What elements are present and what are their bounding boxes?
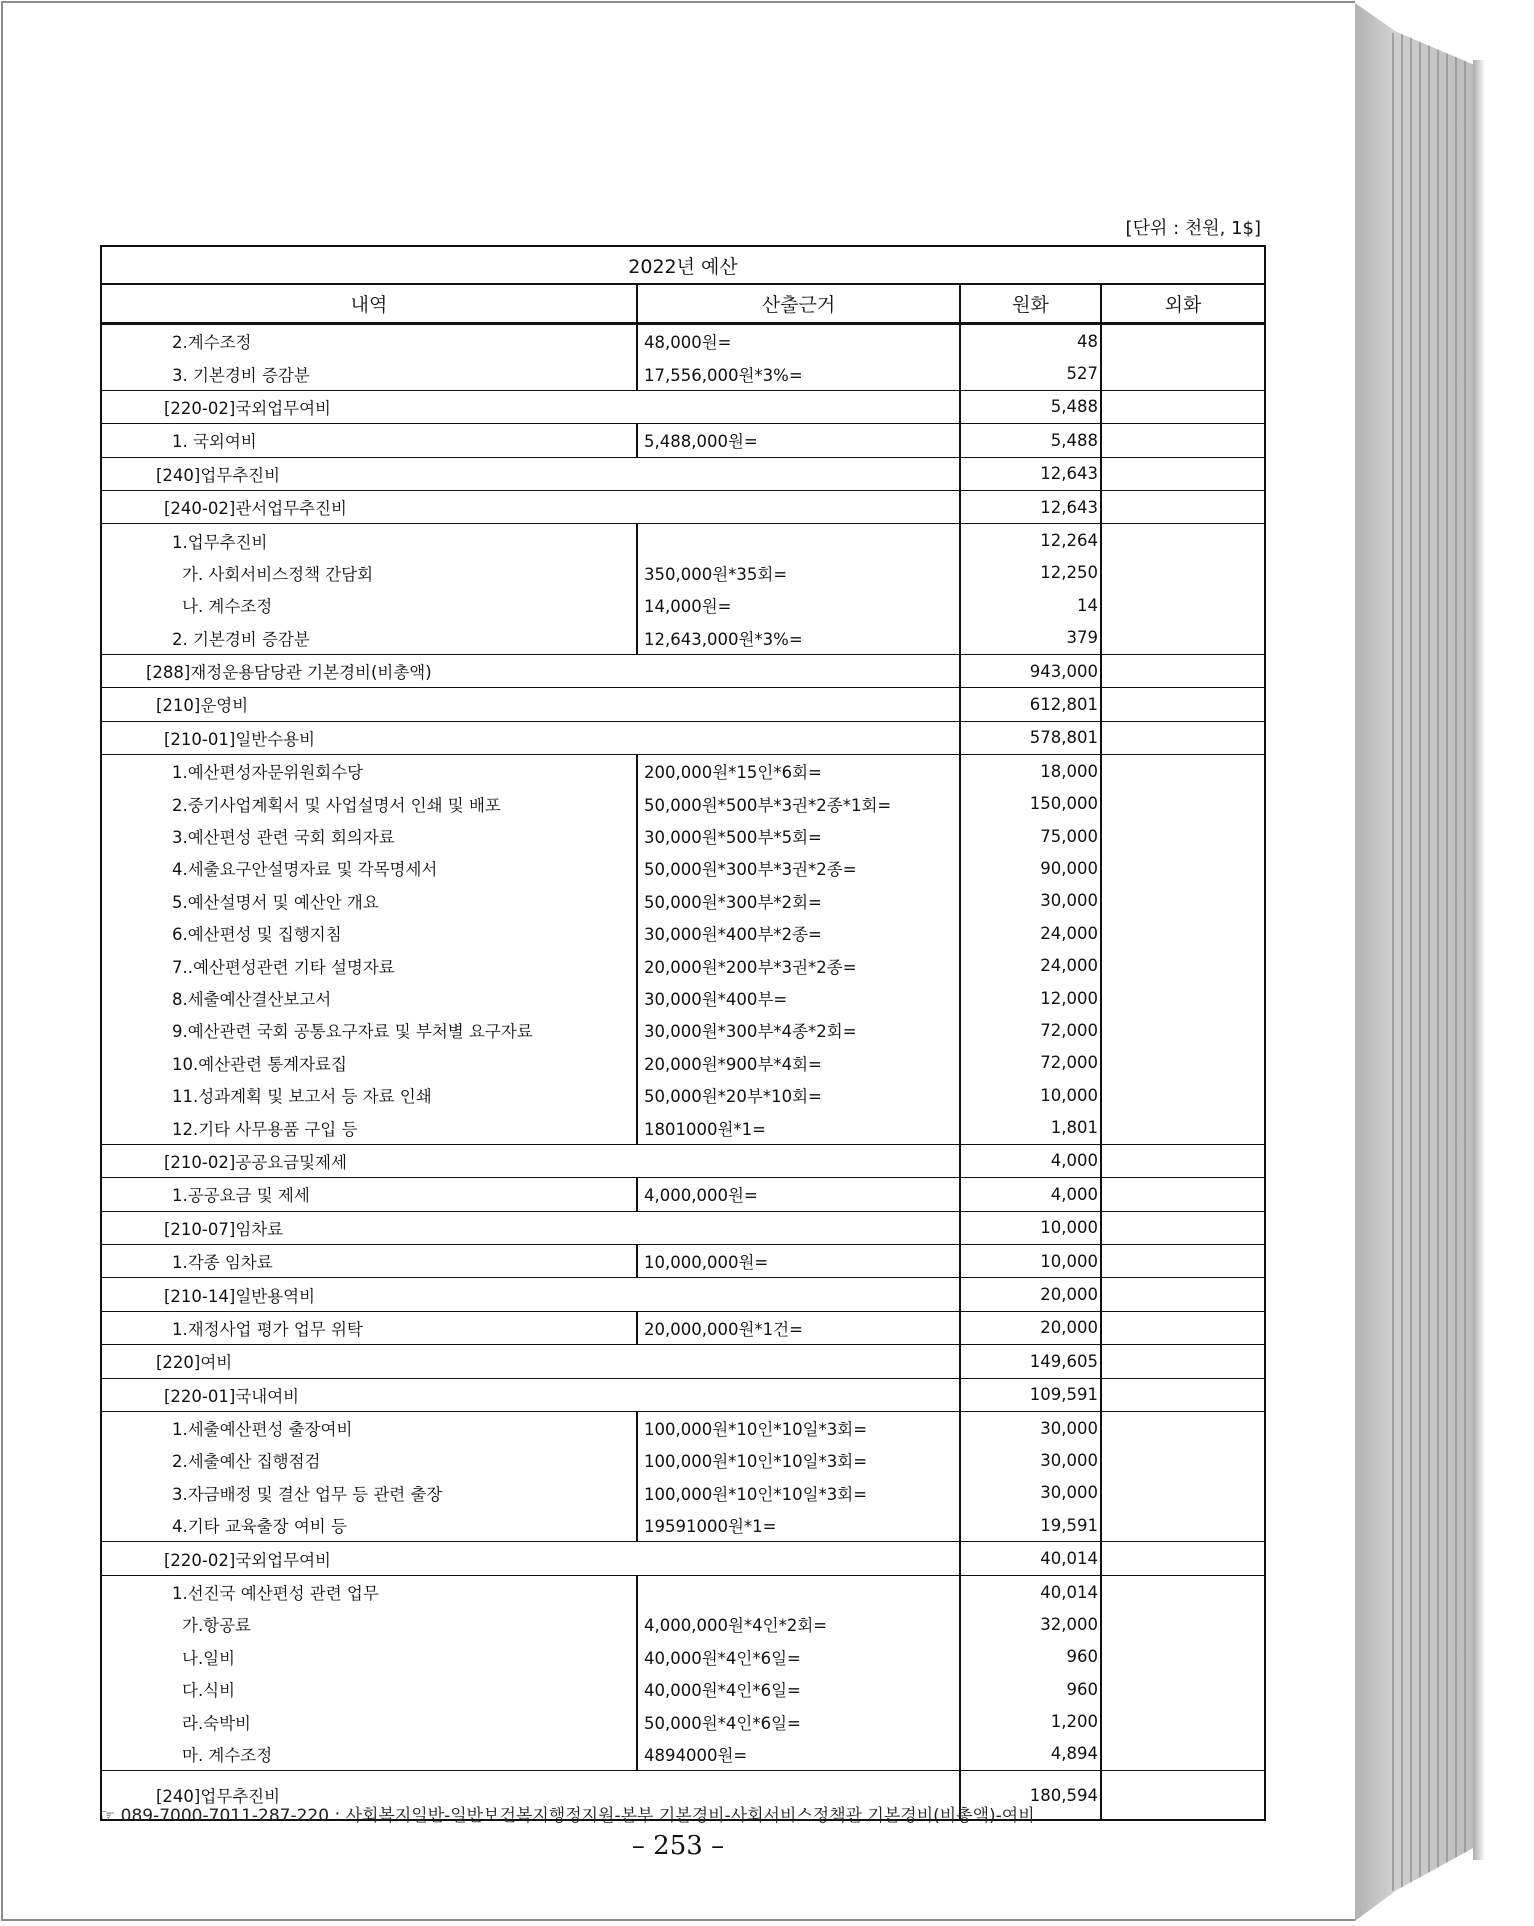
row-description: [220-02]국외업무여비: [101, 1542, 960, 1575]
row-basis: [637, 1575, 960, 1608]
row-description: 2.중기사업계획서 및 사업설명서 인쇄 및 배포: [101, 787, 637, 819]
row-basis: 20,000원*900부*4회=: [637, 1047, 960, 1079]
row-won: 10,000: [960, 1211, 1101, 1244]
row-won: 1,801: [960, 1111, 1101, 1144]
row-foreign: [1101, 1047, 1265, 1079]
row-description: 마. 계수조정: [101, 1738, 637, 1771]
table-row: [101, 1477, 1265, 1509]
row-description: [220]여비: [101, 1345, 960, 1378]
col-header-won: 원화: [960, 284, 1101, 324]
row-basis: 4,000,000원*4인*2회=: [637, 1608, 960, 1640]
row-description: [220-02]국외업무여비: [101, 390, 960, 423]
row-won: 72,000: [960, 1014, 1101, 1046]
row-description: 3.예산편성 관련 국회 회의자료: [101, 820, 637, 852]
row-basis: 20,000,000원*1건=: [637, 1311, 960, 1344]
table-row: [101, 1244, 1265, 1277]
row-foreign: [1101, 1311, 1265, 1344]
row-foreign: [1101, 557, 1265, 589]
row-foreign: [1101, 524, 1265, 557]
row-won: 379: [960, 622, 1101, 655]
row-description: 다.식비: [101, 1673, 637, 1705]
row-won: 12,643: [960, 457, 1101, 490]
row-description: 12.기타 사무용품 구입 등: [101, 1111, 637, 1144]
table-row: [101, 1738, 1265, 1771]
row-basis: 50,000원*20부*10회=: [637, 1079, 960, 1111]
table-row: [101, 357, 1265, 390]
table-row: [101, 820, 1265, 852]
row-basis: 19591000원*1=: [637, 1509, 960, 1542]
row-foreign: [1101, 1144, 1265, 1177]
row-description: 가.항공료: [101, 1608, 637, 1640]
row-description: 3.자금배정 및 결산 업무 등 관련 출장: [101, 1477, 637, 1509]
table-row: [101, 852, 1265, 884]
row-foreign: [1101, 1444, 1265, 1476]
row-basis: 30,000원*500부*5회=: [637, 820, 960, 852]
table-row: [101, 688, 1265, 721]
col-header-basis: 산출근거: [637, 284, 960, 324]
row-foreign: [1101, 622, 1265, 655]
table-body: [101, 324, 1265, 1821]
table-row: [101, 1144, 1265, 1177]
row-description: [240]업무추진비: [101, 1771, 960, 1821]
row-foreign: [1101, 1477, 1265, 1509]
row-basis: 4,000,000원=: [637, 1178, 960, 1211]
table-row: [101, 1047, 1265, 1079]
row-foreign: [1101, 1738, 1265, 1771]
row-basis: 48,000원=: [637, 324, 960, 358]
row-won: 109,591: [960, 1378, 1101, 1411]
row-basis: 12,643,000원*3%=: [637, 622, 960, 655]
table-row: [101, 949, 1265, 981]
row-foreign: [1101, 755, 1265, 788]
row-won: 32,000: [960, 1608, 1101, 1640]
table-row: [101, 982, 1265, 1014]
row-won: 40,014: [960, 1575, 1101, 1608]
row-won: 960: [960, 1641, 1101, 1673]
table-row: [101, 1608, 1265, 1640]
row-foreign: [1101, 1111, 1265, 1144]
row-description: 7..예산편성관련 기타 설명자료: [101, 949, 637, 981]
row-won: 12,264: [960, 524, 1101, 557]
row-foreign: [1101, 424, 1265, 457]
row-description: 5.예산설명서 및 예산안 개요: [101, 885, 637, 917]
row-foreign: [1101, 1345, 1265, 1378]
row-foreign: [1101, 949, 1265, 981]
row-won: 30,000: [960, 1477, 1101, 1509]
table-row: [101, 1378, 1265, 1411]
row-basis: 20,000원*200부*3권*2종=: [637, 949, 960, 981]
row-basis: 200,000원*15인*6회=: [637, 755, 960, 788]
table-row: [101, 1178, 1265, 1211]
row-won: 5,488: [960, 390, 1101, 423]
row-basis: 50,000원*4인*6일=: [637, 1705, 960, 1737]
table-row: [101, 1444, 1265, 1476]
row-description: 2. 기본경비 증감분: [101, 622, 637, 655]
table-row: [101, 1311, 1265, 1344]
row-foreign: [1101, 1542, 1265, 1575]
row-won: 4,894: [960, 1738, 1101, 1771]
row-foreign: [1101, 1641, 1265, 1673]
row-description: 나.일비: [101, 1641, 637, 1673]
row-foreign: [1101, 357, 1265, 390]
table-row: [101, 1509, 1265, 1542]
row-foreign: [1101, 1079, 1265, 1111]
row-description: [240-02]관서업무추진비: [101, 490, 960, 523]
row-foreign: [1101, 1211, 1265, 1244]
row-description: [210-07]임차료: [101, 1211, 960, 1244]
row-description: [240]업무추진비: [101, 457, 960, 490]
row-won: 30,000: [960, 1444, 1101, 1476]
table-row: [101, 1411, 1265, 1444]
table-row: [101, 755, 1265, 788]
row-basis: 10,000,000원=: [637, 1244, 960, 1277]
table-row: [101, 885, 1265, 917]
row-description: [210-02]공공요금및제세: [101, 1144, 960, 1177]
row-basis: [637, 524, 960, 557]
row-won: 4,000: [960, 1178, 1101, 1211]
row-description: [210-01]일반수용비: [101, 721, 960, 754]
page-number: – 253 –: [631, 1831, 725, 1861]
row-foreign: [1101, 688, 1265, 721]
row-description: 11.성과계획 및 보고서 등 자료 인쇄: [101, 1079, 637, 1111]
row-foreign: [1101, 1705, 1265, 1737]
row-basis: 350,000원*35회=: [637, 557, 960, 589]
col-header-description: 내역: [101, 284, 637, 324]
row-basis: 100,000원*10인*10일*3회=: [637, 1477, 960, 1509]
row-won: 20,000: [960, 1311, 1101, 1344]
row-foreign: [1101, 721, 1265, 754]
row-description: 1.업무추진비: [101, 524, 637, 557]
row-won: 4,000: [960, 1144, 1101, 1177]
table-row: [101, 654, 1265, 687]
row-won: 180,594: [960, 1771, 1101, 1821]
row-description: 1. 국외여비: [101, 424, 637, 457]
budget-table: [100, 245, 1266, 1821]
row-foreign: [1101, 1378, 1265, 1411]
row-foreign: [1101, 390, 1265, 423]
row-won: 75,000: [960, 820, 1101, 852]
row-won: 24,000: [960, 949, 1101, 981]
table-row: [101, 622, 1265, 655]
row-basis: 100,000원*10인*10일*3회=: [637, 1411, 960, 1444]
row-won: 10,000: [960, 1079, 1101, 1111]
row-description: 8.세출예산결산보고서: [101, 982, 637, 1014]
table-row: [101, 1014, 1265, 1046]
row-foreign: [1101, 1509, 1265, 1542]
row-basis: 30,000원*300부*4종*2회=: [637, 1014, 960, 1046]
table-row: [101, 1079, 1265, 1111]
footnote: ☞ 089-7000-7011-287-220 : 사회복지일반-일반보건복지행정지원-본부 기본경비-사회서비스정책관 기본경비(비총액)-여비: [100, 1806, 1035, 1826]
book-page-edges: [1355, 3, 1473, 1921]
unit-label: [단위 : 천원, 1$]: [1125, 218, 1261, 239]
row-description: 1.세출예산편성 출장여비: [101, 1411, 637, 1444]
row-description: 1.공공요금 및 제세: [101, 1178, 637, 1211]
row-description: 1.각종 임차료: [101, 1244, 637, 1277]
row-foreign: [1101, 457, 1265, 490]
row-basis: 50,000원*300부*3권*2종=: [637, 852, 960, 884]
table-row: [101, 1673, 1265, 1705]
row-won: 12,000: [960, 982, 1101, 1014]
table-row: [101, 324, 1265, 358]
table-row: [101, 490, 1265, 523]
row-description: 나. 계수조정: [101, 589, 637, 621]
row-won: 30,000: [960, 885, 1101, 917]
row-won: 527: [960, 357, 1101, 390]
row-won: 150,000: [960, 787, 1101, 819]
row-basis: 14,000원=: [637, 589, 960, 621]
table-row: [101, 589, 1265, 621]
table-row: [101, 1641, 1265, 1673]
table-row: [101, 557, 1265, 589]
row-description: [288]재정운용담당관 기본경비(비총액): [101, 654, 960, 687]
row-basis: 30,000원*400부=: [637, 982, 960, 1014]
row-won: 12,643: [960, 490, 1101, 523]
table-row: [101, 1542, 1265, 1575]
row-basis: 17,556,000원*3%=: [637, 357, 960, 390]
table-row: [101, 390, 1265, 423]
row-won: 18,000: [960, 755, 1101, 788]
table-row: [101, 1211, 1265, 1244]
row-won: 10,000: [960, 1244, 1101, 1277]
row-description: 라.숙박비: [101, 1705, 637, 1737]
row-description: 10.예산관련 통계자료집: [101, 1047, 637, 1079]
row-basis: 40,000원*4인*6일=: [637, 1673, 960, 1705]
row-won: 14: [960, 589, 1101, 621]
row-description: 2.계수조정: [101, 324, 637, 358]
row-description: [210-14]일반용역비: [101, 1278, 960, 1311]
row-foreign: [1101, 982, 1265, 1014]
table-row: [101, 787, 1265, 819]
row-foreign: [1101, 1178, 1265, 1211]
table-row: [101, 1575, 1265, 1608]
row-basis: 1801000원*1=: [637, 1111, 960, 1144]
row-won: 5,488: [960, 424, 1101, 457]
row-won: 12,250: [960, 557, 1101, 589]
row-won: 20,000: [960, 1278, 1101, 1311]
row-description: 가. 사회서비스정책 간담회: [101, 557, 637, 589]
row-foreign: [1101, 589, 1265, 621]
row-foreign: [1101, 917, 1265, 949]
col-header-foreign: 외화: [1101, 284, 1265, 324]
row-description: 4.세출요구안설명자료 및 각목명세서: [101, 852, 637, 884]
row-foreign: [1101, 654, 1265, 687]
table-row: [101, 1345, 1265, 1378]
row-description: 4.기타 교육출장 여비 등: [101, 1509, 637, 1542]
row-won: 30,000: [960, 1411, 1101, 1444]
row-foreign: [1101, 1244, 1265, 1277]
row-won: 960: [960, 1673, 1101, 1705]
row-foreign: [1101, 1278, 1265, 1311]
row-foreign: [1101, 1411, 1265, 1444]
row-won: 578,801: [960, 721, 1101, 754]
row-foreign: [1101, 1014, 1265, 1046]
row-won: 72,000: [960, 1047, 1101, 1079]
row-basis: 40,000원*4인*6일=: [637, 1641, 960, 1673]
row-description: 1.선진국 예산편성 관련 업무: [101, 1575, 637, 1608]
row-won: 149,605: [960, 1345, 1101, 1378]
row-description: 6.예산편성 및 집행지침: [101, 917, 637, 949]
row-description: 1.예산편성자문위원회수당: [101, 755, 637, 788]
table-row: [101, 424, 1265, 457]
row-foreign: [1101, 1608, 1265, 1640]
row-foreign: [1101, 490, 1265, 523]
row-foreign: [1101, 885, 1265, 917]
row-basis: 4894000원=: [637, 1738, 960, 1771]
row-won: 943,000: [960, 654, 1101, 687]
row-won: 90,000: [960, 852, 1101, 884]
row-won: 1,200: [960, 1705, 1101, 1737]
table-row: [101, 721, 1265, 754]
table-row: [101, 457, 1265, 490]
row-description: [220-01]국내여비: [101, 1378, 960, 1411]
table-row: [101, 1111, 1265, 1144]
document-page: [1, 1, 1355, 1921]
row-basis: 30,000원*400부*2종=: [637, 917, 960, 949]
row-description: 2.세출예산 집행점검: [101, 1444, 637, 1476]
row-description: 1.재정사업 평가 업무 위탁: [101, 1311, 637, 1344]
row-won: 48: [960, 324, 1101, 358]
row-basis: 100,000원*10인*10일*3회=: [637, 1444, 960, 1476]
row-basis: 50,000원*300부*2회=: [637, 885, 960, 917]
row-won: 19,591: [960, 1509, 1101, 1542]
row-basis: 5,488,000원=: [637, 424, 960, 457]
row-foreign: [1101, 852, 1265, 884]
row-foreign: [1101, 1771, 1265, 1821]
row-foreign: [1101, 324, 1265, 358]
table-row: [101, 1278, 1265, 1311]
row-foreign: [1101, 1673, 1265, 1705]
row-foreign: [1101, 820, 1265, 852]
table-title: 2022년 예산: [101, 246, 1265, 284]
table-row: [101, 524, 1265, 557]
row-won: 24,000: [960, 917, 1101, 949]
row-description: 3. 기본경비 증감분: [101, 357, 637, 390]
row-description: [210]운영비: [101, 688, 960, 721]
row-description: 9.예산관련 국회 공통요구자료 및 부처별 요구자료: [101, 1014, 637, 1046]
table-row: [101, 1705, 1265, 1737]
book-shadow: [1473, 60, 1485, 1860]
row-won: 40,014: [960, 1542, 1101, 1575]
table-row: [101, 917, 1265, 949]
row-foreign: [1101, 787, 1265, 819]
row-basis: 50,000원*500부*3권*2종*1회=: [637, 787, 960, 819]
row-foreign: [1101, 1575, 1265, 1608]
row-won: 612,801: [960, 688, 1101, 721]
